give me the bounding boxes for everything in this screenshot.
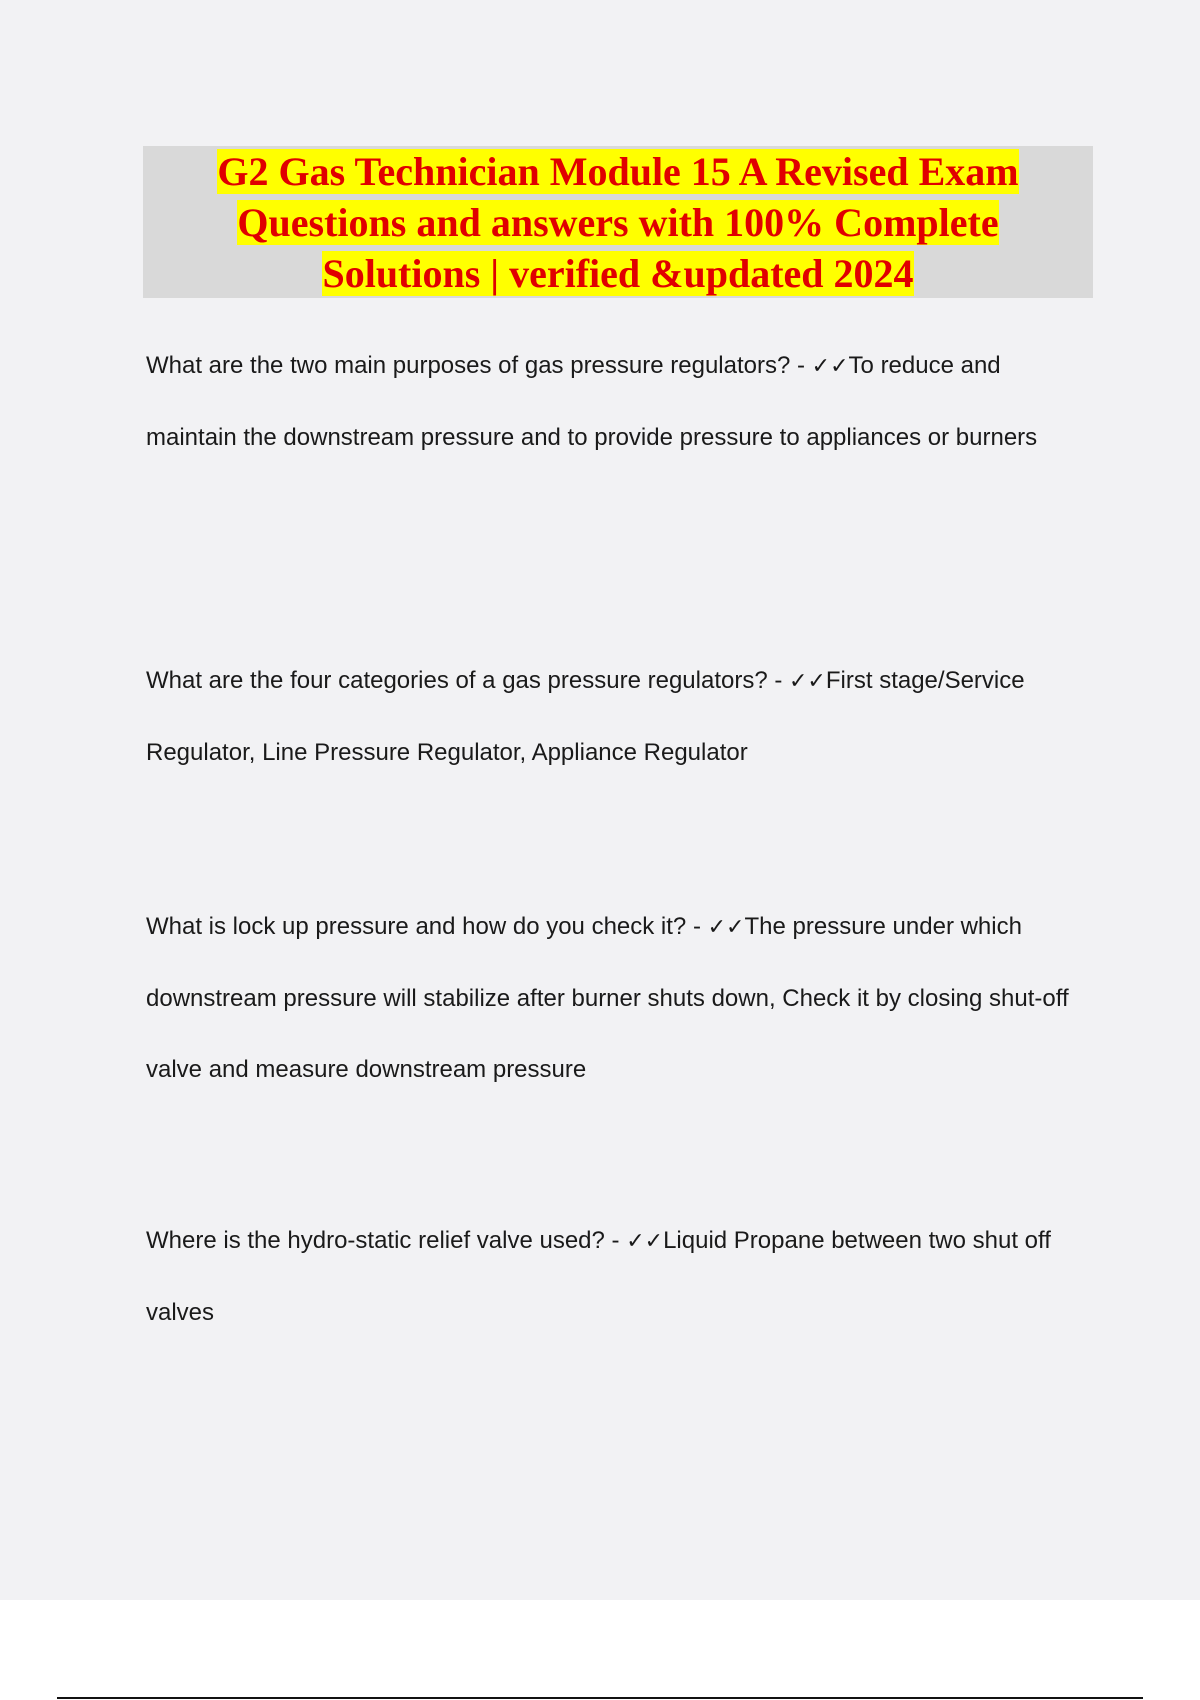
check-mark-icon: ✓✓ bbox=[707, 915, 745, 940]
title-highlight: G2 Gas Technician Module 15 A Revised Exam Questions and answers with 100% Complete Solutions | verified &updated 2024 bbox=[217, 148, 1019, 296]
question-text: What are the two main purposes of gas pressure regulators? bbox=[146, 352, 791, 379]
separator: - bbox=[686, 913, 708, 940]
qa-item bbox=[146, 645, 1091, 788]
answer-text: The pressure under which downstream pressure will stabilize after burner shuts down, Check it by closing shut-off valve and measure downstream pressure bbox=[146, 913, 1069, 1083]
question-text: Where is the hydro-static relief valve used? bbox=[146, 1227, 605, 1254]
footer-divider bbox=[57, 1697, 1143, 1699]
document-title bbox=[168, 146, 1068, 299]
check-mark-icon: ✓✓ bbox=[789, 669, 826, 694]
separator: - bbox=[767, 667, 789, 694]
title-banner bbox=[143, 146, 1093, 298]
qa-item bbox=[146, 330, 1091, 473]
answer-text: To reduce and maintain the downstream pressure and to provide pressure to appliances or burners bbox=[146, 352, 1038, 451]
question-text: What is lock up pressure and how do you check it? bbox=[146, 913, 687, 940]
qa-item bbox=[146, 1205, 1091, 1348]
separator: - bbox=[790, 352, 812, 379]
answer-text: Liquid Propane between two shut off valves bbox=[146, 1227, 1051, 1326]
check-mark-icon: ✓✓ bbox=[811, 354, 849, 379]
qa-item bbox=[146, 891, 1091, 1105]
question-text: What are the four categories of a gas pressure regulators? bbox=[146, 667, 768, 694]
separator: - bbox=[604, 1227, 627, 1254]
answer-text: First stage/Service Regulator, Line Pressure Regulator, Appliance Regulator bbox=[146, 667, 1025, 766]
check-mark-icon: ✓✓ bbox=[626, 1229, 664, 1254]
